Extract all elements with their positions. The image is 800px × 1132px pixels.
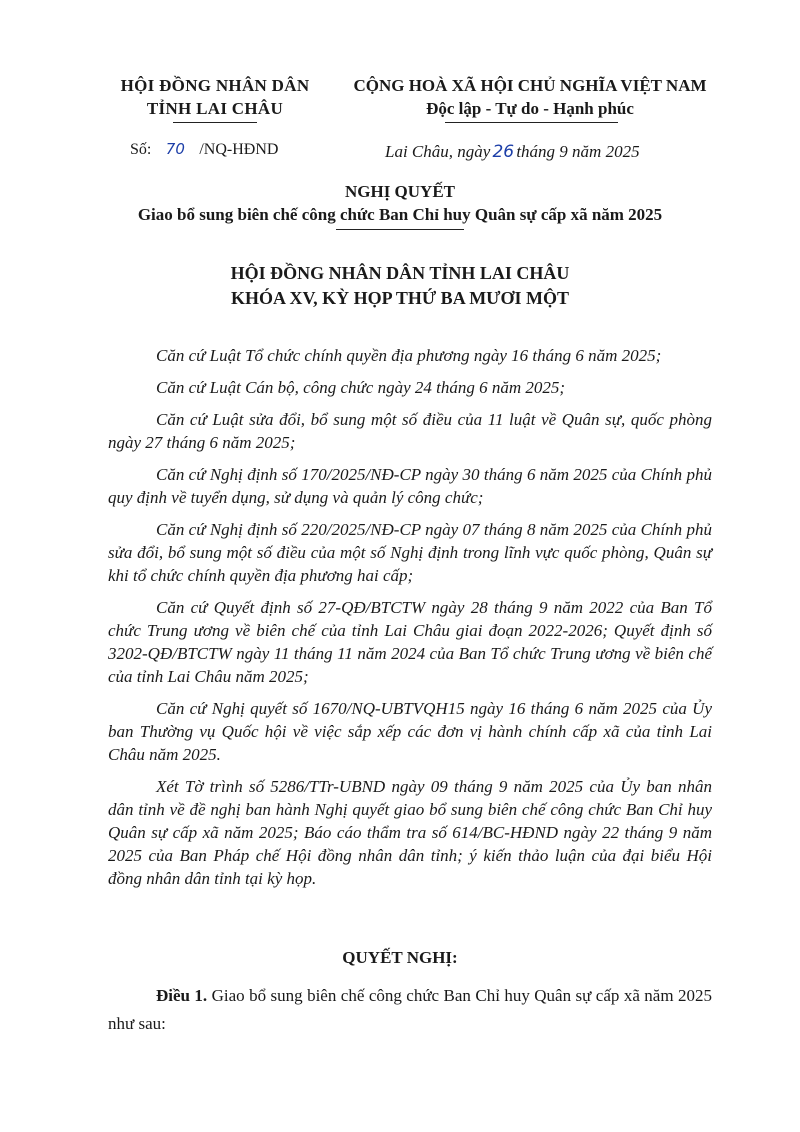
preamble-paragraph: Căn cứ Luật Cán bộ, công chức ngày 24 tháng 6 năm 2025; xyxy=(156,378,566,397)
issuer-line-1: HỘI ĐỒNG NHÂN DÂN TỈNH LAI CHÂU xyxy=(230,263,570,283)
preamble-paragraph: Căn cứ Quyết định số 27-QĐ/BTCTW ngày 28 tháng 9 năm 2022 của Ban Tổ chức Trung ương về biên chế của tỉnh Lai Châu giai đoạn 2022-2026; Quyết định số 3202-QĐ/BTCTW ngày 11 tháng 11 năm 2024 của Ban Tổ chức Trung ương về biên chế của tỉnh Lai Châu năm 2025; xyxy=(108,598,712,686)
issuer-line-2: KHÓA XV, KỲ HỌP THỨ BA MƯƠI MỘT xyxy=(230,288,570,308)
article-1-text: Giao bổ sung biên chế công chức Ban Chỉ huy Quân sự cấp xã năm 2025 như sau: xyxy=(108,986,713,1033)
decision-heading: QUYẾT NGHỊ: xyxy=(342,948,458,967)
national-motto xyxy=(330,74,730,120)
document-subject: Giao bổ sung biên chế công chức Ban Chỉ huy Quân sự cấp xã năm 2025 xyxy=(137,205,663,224)
document-type: NGHỊ QUYẾT xyxy=(344,182,456,201)
article-1-label: Điều 1. xyxy=(156,986,208,1005)
preamble-paragraph: Căn cứ Luật Tổ chức chính quyền địa phương ngày 16 tháng 6 năm 2025; xyxy=(156,346,662,365)
preamble-paragraph: Căn cứ Nghị quyết số 1670/NQ-UBTVQH15 ngày 16 tháng 6 năm 2025 của Ủy ban Thường vụ Quốc hội về việc sắp xếp các đơn vị hành chính cấp xã của tỉnh Lai Châu năm 2025. xyxy=(108,699,712,764)
date-day-handwritten: 26 xyxy=(492,142,515,162)
number-suffix: /NQ-HĐND xyxy=(199,141,279,158)
preamble-paragraph: Căn cứ Luật sửa đổi, bổ sung một số điều của 11 luật về Quân sự, quốc phòng ngày 27 tháng 6 năm 2025; xyxy=(108,410,712,452)
number-prefix: Số: xyxy=(130,141,152,158)
agency-line-1: HỘI ĐỒNG NHÂN DÂN xyxy=(120,76,310,95)
document-date xyxy=(385,142,640,162)
agency-underline xyxy=(173,122,257,123)
issuing-agency xyxy=(100,74,330,120)
motto: Độc lập - Tự do - Hạnh phúc xyxy=(426,99,634,118)
country-name: CỘNG HOÀ XÃ HỘI CHỦ NGHĨA VIỆT NAM xyxy=(353,76,707,95)
preamble-paragraph: Căn cứ Nghị định số 220/2025/NĐ-CP ngày 07 tháng 8 năm 2025 của Chính phủ sửa đổi, bổ sung một số điều của một số Nghị định trong lĩnh vực quốc phòng, Quân sự khi tổ chức chính quyền địa phương hai cấp; xyxy=(108,520,712,585)
preamble-paragraph: Căn cứ Nghị định số 170/2025/NĐ-CP ngày 30 tháng 6 năm 2025 của Chính phủ quy định về tuyển dụng, sử dụng và quản lý công chức; xyxy=(108,465,712,507)
number-handwritten: 70 xyxy=(165,140,185,158)
preamble xyxy=(108,344,712,899)
preamble-paragraph: Xét Tờ trình số 5286/TTr-UBND ngày 09 tháng 9 năm 2025 của Ủy ban nhân dân tỉnh về đề nghị ban hành Nghị quyết giao bổ sung biên chế công chức Ban Chỉ huy Quân sự cấp xã năm 2025; Báo cáo thẩm tra số 614/BC-HĐND ngày 22 tháng 9 năm 2025 của Ban Pháp chế Hội đồng nhân dân tỉnh; ý kiến thảo luận của đại biểu Hội đồng nhân dân tỉnh tại kỳ họp. xyxy=(108,777,712,888)
motto-underline xyxy=(445,122,618,123)
article-1 xyxy=(108,982,712,1038)
subject-underline xyxy=(336,229,464,230)
document-number xyxy=(130,140,278,159)
date-prefix: Lai Châu, ngày xyxy=(385,142,491,161)
agency-line-2: TỈNH LAI CHÂU xyxy=(146,99,284,118)
date-suffix: tháng 9 năm 2025 xyxy=(516,142,640,161)
